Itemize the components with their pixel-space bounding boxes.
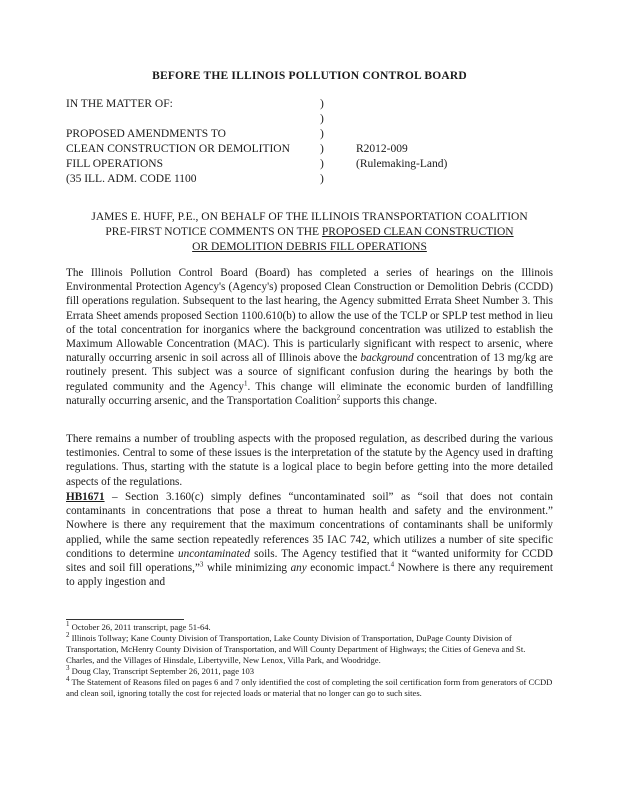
footnote-ref: 2 xyxy=(336,393,341,402)
caption-paren: ) xyxy=(320,173,324,185)
caption-left: FILL OPERATIONS xyxy=(66,158,164,170)
text-run: Nowhere is there any requirement to apply ingestion and xyxy=(66,562,553,589)
footnote xyxy=(66,622,553,633)
text-run: – Section 3.160(c) simply defines “uncontaminated soil” as “soil that does not contain contaminants in concentrations that pose a threat to human health and safety and the environment.” Nowhere is there any requirement that the maximum concentrations of contaminants shall be uniformly applied, while the same section repeatedly references 35 IAC 742, which utilizes a number of site specific conditions to determine xyxy=(66,491,553,560)
paragraph-issues: There remains a number of troubling aspects with the proposed regulation, as described during the various testimonies. Central to some of these issues is the interpretation of the statute by the Agency used in drafting regulations. Thus, starting with the statute is a logical place to begin before getting into the more detailed aspects of the regulations. xyxy=(66,433,553,488)
caption-paren: ) xyxy=(320,113,324,125)
heading-line xyxy=(30,225,589,240)
footnote-text: The Statement of Reasons filed on pages 6 and 7 only identified the cost of completing the soil certification form from generators of CCDD and clean soil, ignoring totally the cost for rejected loads or material that no longer can go to such sites. xyxy=(66,677,553,698)
caption-row xyxy=(66,112,566,127)
caption-left: CLEAN CONSTRUCTION OR DEMOLITION xyxy=(66,143,290,155)
caption-paren: ) xyxy=(320,128,324,140)
footnotes xyxy=(66,622,553,699)
caption-left: (35 ILL. ADM. CODE 1100 xyxy=(66,173,197,185)
footnote-ref: 4 xyxy=(390,560,395,569)
footnote xyxy=(66,633,553,666)
footnote-text: Illinois Tollway; Kane County Division of Transportation, Lake County Division of Transportation, DuPage County Division of Transportation, McHenry County Division of Transportation, and Will County Department of Highways; the Cities of Geneva and St. Charles, and the Villages of Hinsdale, Libertyville, New Lenox, Villa Park, and Woodridge. xyxy=(66,633,526,665)
heading-line xyxy=(30,240,589,255)
footnote-text: Doug Clay, Transcript September 26, 2011, page 103 xyxy=(69,666,255,676)
heading-text: PRE-FIRST NOTICE COMMENTS ON THE xyxy=(105,226,322,238)
heading-line: JAMES E. HUFF, P.E., ON BEHALF OF THE ILLINOIS TRANSPORTATION COALITION xyxy=(91,211,528,223)
footnote xyxy=(66,677,553,699)
proceeding-type: (Rulemaking-Land) xyxy=(356,158,448,170)
caption-paren: ) xyxy=(320,98,324,110)
caption-row xyxy=(66,127,566,142)
paragraph-hb1671 xyxy=(66,490,553,589)
document-heading xyxy=(30,210,589,255)
footnote xyxy=(66,666,553,677)
emphasis: background xyxy=(360,352,414,365)
footnote-number: 3 xyxy=(66,664,70,673)
caption-paren: ) xyxy=(320,158,324,170)
footnote-number: 2 xyxy=(66,631,70,640)
emphasis: any xyxy=(290,562,307,575)
board-title: BEFORE THE ILLINOIS POLLUTION CONTROL BOARD xyxy=(152,70,467,82)
bill-reference: HB1671 xyxy=(66,491,105,503)
footnote-number: 4 xyxy=(66,675,70,684)
footnote-number: 1 xyxy=(66,620,70,629)
heading-underlined: PROPOSED CLEAN CONSTRUCTION xyxy=(321,226,514,238)
text-run: supports this change. xyxy=(340,394,438,407)
text-run: . This change will eliminate the economic burden of landfilling naturally occurring arsenic, and the Transportation Coalition xyxy=(66,380,553,407)
emphasis: uncontaminated xyxy=(178,547,251,560)
footnote-divider xyxy=(66,619,184,620)
text-run: concentration of 13 mg/kg are routinely present. This subject was a source of significant confusion during the hearings by both the regulated community and the Agency xyxy=(66,352,553,393)
caption-row xyxy=(66,142,566,157)
docket-number: R2012-009 xyxy=(356,143,408,155)
footnote-ref: 3 xyxy=(199,560,204,569)
caption-row xyxy=(66,172,566,187)
footnote-text: October 26, 2011 transcript, page 51-64. xyxy=(69,622,211,632)
caption-row xyxy=(66,97,566,112)
text-run: economic impact. xyxy=(306,562,391,575)
footnote-ref: 1 xyxy=(243,378,248,387)
heading-underlined: OR DEMOLITION DEBRIS FILL OPERATIONS xyxy=(192,241,427,253)
paragraph-background xyxy=(66,266,553,408)
case-caption xyxy=(66,97,566,187)
text-run: The Illinois Pollution Control Board (Board) has completed a series of hearings on the Illinois Environmental Protection Agency's (Agency's) proposed Clean Construction or Demolition Debris (CCDD) fill operations regulation. Subsequent to the last hearing, the Agency submitted Errata Sheet Number 3. This Errata Sheet amends proposed Section 1100.610(b) to allow the use of the TCLP or SPLP test method in lieu of the total concentration for inorganics where the background concentration was utilized to establish the Maximum Allowable Concentration (MAC). This is particularly significant with respect to arsenic, where naturally occurring arsenic in soil across all of Illinois above the xyxy=(66,267,553,365)
text-run: soils. The Agency testified that it “wanted uniformity for CCDD sites and soil fill operations,” xyxy=(66,547,554,575)
text-run: while minimizing xyxy=(203,562,291,575)
caption-paren: ) xyxy=(320,143,324,155)
caption-left: PROPOSED AMENDMENTS TO xyxy=(66,128,226,140)
caption-left: IN THE MATTER OF: xyxy=(66,98,173,110)
caption-row xyxy=(66,157,566,172)
